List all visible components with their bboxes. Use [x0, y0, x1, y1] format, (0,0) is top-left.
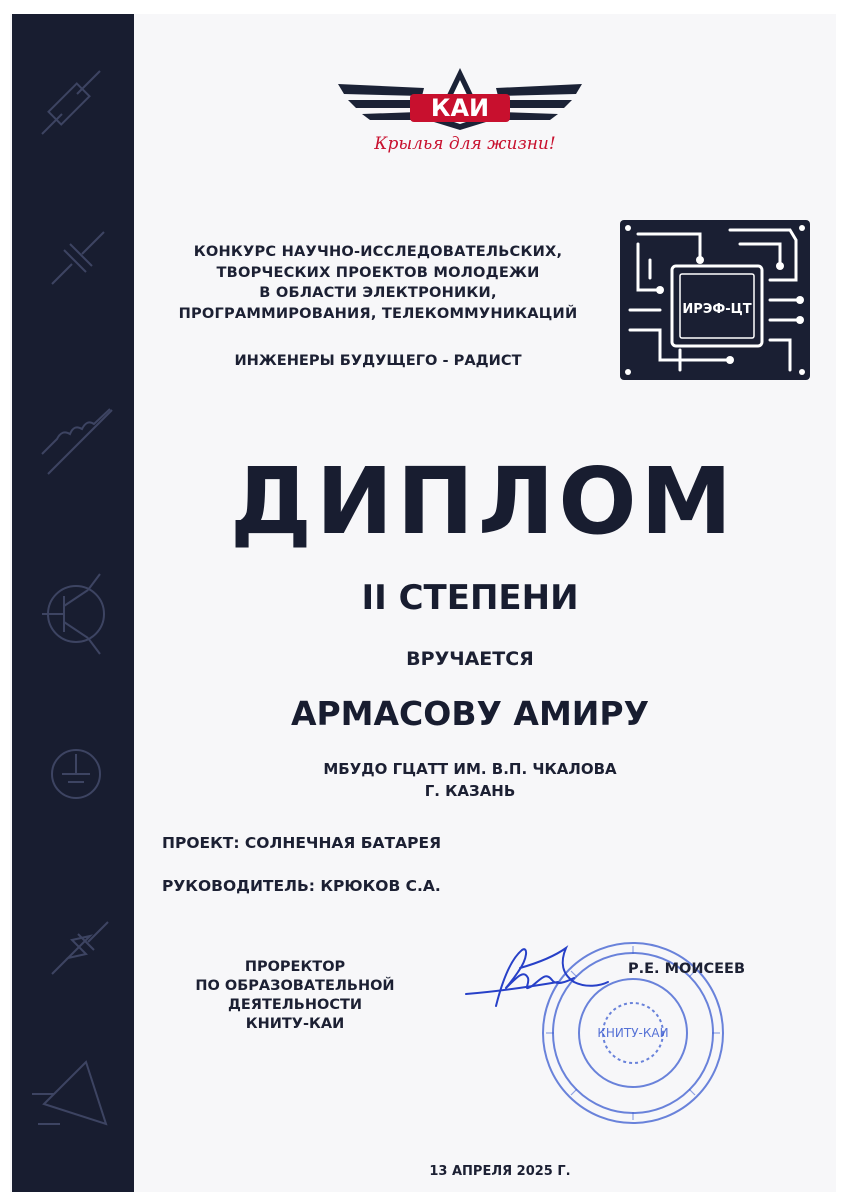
- capacitor-symbol-icon: [52, 232, 104, 284]
- issue-date: 13 АПРЕЛЯ 2025 Г.: [429, 1164, 571, 1179]
- diode-symbol-icon: [52, 922, 108, 974]
- contest-title: [148, 242, 608, 324]
- recipient-organization: [260, 758, 680, 802]
- diploma-title: ДИПЛОМ: [230, 448, 737, 555]
- logo-tagline: Крылья для жизни!: [374, 134, 556, 154]
- logo-brand: КАИ: [430, 94, 490, 122]
- pro-rector-title: [150, 958, 440, 1034]
- chip-label: ИРЭФ-ЦТ: [682, 302, 752, 317]
- contest-subtitle: ИНЖЕНЕРЫ БУДУЩЕГО - РАДИСТ: [234, 352, 522, 369]
- handwritten-signature: [462, 942, 612, 1014]
- signer-name: Р.Е. МОИСЕЕВ: [628, 961, 745, 977]
- pro-rector-line: КНИТУ-КАИ: [245, 1016, 345, 1032]
- organization-name: МБУДО ГЦАТТ ИМ. В.П. ЧКАЛОВА: [323, 760, 617, 778]
- contest-title-line: В ОБЛАСТИ ЭЛЕКТРОНИКИ,: [259, 284, 497, 301]
- decorative-side-stripe: [12, 14, 134, 1192]
- supervisor-name: РУКОВОДИТЕЛЬ: КРЮКОВ С.А.: [162, 877, 441, 895]
- circuit-chip-logo: [620, 220, 810, 380]
- amplifier-symbol-icon: [32, 1062, 106, 1124]
- pro-rector-line: ПО ОБРАЗОВАТЕЛЬНОЙ: [195, 978, 395, 994]
- contest-title-line: ТВОРЧЕСКИХ ПРОЕКТОВ МОЛОДЕЖИ: [216, 263, 540, 281]
- organization-city: Г. КАЗАНЬ: [424, 782, 516, 800]
- pro-rector-line: ПРОРЕКТОР: [244, 959, 346, 975]
- resistor-symbol-icon: [42, 71, 100, 134]
- diploma-degree: II СТЕПЕНИ: [361, 578, 579, 618]
- contest-title-line: ПРОГРАММИРОВАНИЯ, ТЕЛЕКОММУНИКАЦИЙ: [178, 304, 578, 322]
- pro-rector-line: ДЕЯТЕЛЬНОСТИ: [227, 997, 362, 1013]
- awarded-label: ВРУЧАЕТСЯ: [406, 648, 534, 670]
- contest-title-line: КОНКУРС НАУЧНО-ИССЛЕДОВАТЕЛЬСКИХ,: [193, 243, 563, 260]
- project-title: ПРОЕКТ: СОЛНЕЧНАЯ БАТАРЕЯ: [162, 834, 442, 852]
- stamp-center-text: КНИТУ-КАИ: [597, 1026, 669, 1040]
- transistor-symbol-icon: [42, 574, 104, 654]
- recipient-name: АРМАСОВУ АМИРУ: [290, 694, 650, 733]
- inductor-symbol-icon: [42, 409, 112, 474]
- ground-symbol-icon: [52, 750, 100, 798]
